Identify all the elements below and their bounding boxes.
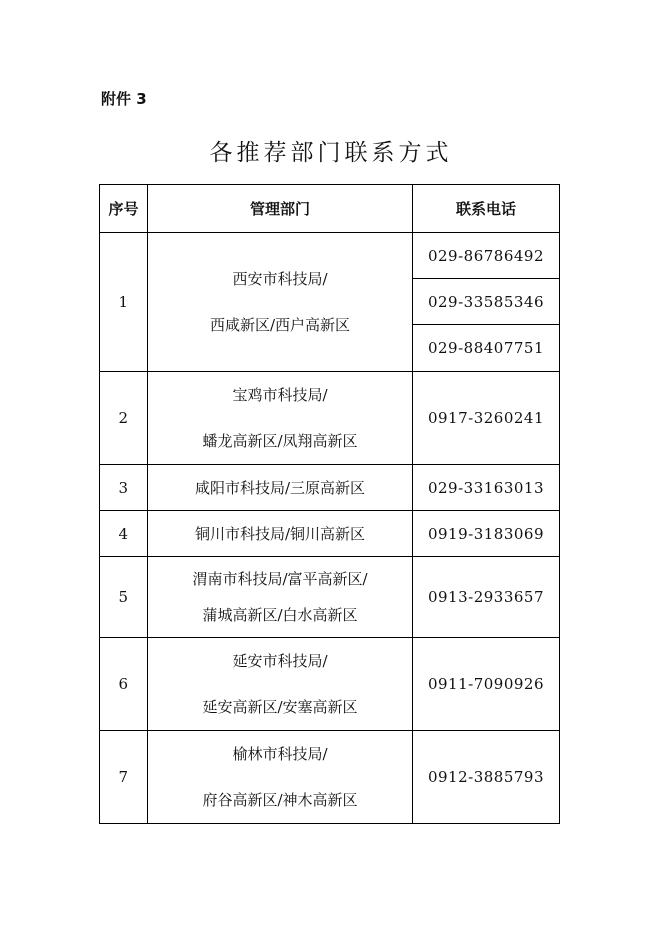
dept-line: 蒲城高新区/白水高新区 <box>202 606 358 624</box>
header-no: 序号 <box>100 185 148 233</box>
row-number: 2 <box>100 372 148 465</box>
phone-cell: 0912-3885793 <box>413 731 560 824</box>
phone-cell: 029-33585346 <box>413 279 560 325</box>
dept-cell <box>148 557 413 638</box>
dept-line: 渭南市科技局/富平高新区/ <box>192 570 368 588</box>
header-phone: 联系电话 <box>413 185 560 233</box>
dept-cell <box>148 511 413 557</box>
dept-line: 蟠龙高新区/凤翔高新区 <box>202 432 358 450</box>
table-row <box>100 731 560 824</box>
dept-line: 榆林市科技局/ <box>232 745 328 763</box>
dept-line: 铜川市科技局/铜川高新区 <box>194 525 366 543</box>
dept-line: 延安市科技局/ <box>232 652 328 670</box>
table-row <box>100 465 560 511</box>
phone-cell: 0919-3183069 <box>413 511 560 557</box>
dept-cell <box>148 465 413 511</box>
dept-line: 西安市科技局/ <box>232 270 328 288</box>
dept-cell <box>148 638 413 731</box>
header-dept: 管理部门 <box>148 185 413 233</box>
row-number: 5 <box>100 557 148 638</box>
phone-cell: 029-33163013 <box>413 465 560 511</box>
phone-cell: 029-88407751 <box>413 325 560 372</box>
contacts-table <box>99 184 560 824</box>
phone-cell: 029-86786492 <box>413 233 560 279</box>
dept-line: 府谷高新区/神木高新区 <box>202 791 358 809</box>
row-number: 4 <box>100 511 148 557</box>
phone-cell: 0917-3260241 <box>413 372 560 465</box>
dept-line: 延安高新区/安塞高新区 <box>202 698 358 716</box>
row-number: 3 <box>100 465 148 511</box>
phone-cell: 0913-2933657 <box>413 557 560 638</box>
dept-line: 咸阳市科技局/三原高新区 <box>194 479 366 497</box>
phone-cell: 0911-7090926 <box>413 638 560 731</box>
page-title: 各推荐部门联系方式 <box>209 140 453 166</box>
table-row <box>100 511 560 557</box>
table-row <box>100 638 560 731</box>
dept-cell <box>148 372 413 465</box>
dept-line: 西咸新区/西户高新区 <box>209 316 351 334</box>
dept-line: 宝鸡市科技局/ <box>232 386 328 404</box>
dept-cell <box>148 233 413 372</box>
row-number: 7 <box>100 731 148 824</box>
dept-cell <box>148 731 413 824</box>
row-number: 1 <box>100 233 148 372</box>
row-number: 6 <box>100 638 148 731</box>
table-row <box>100 372 560 465</box>
table-header-row <box>100 185 560 233</box>
attachment-label: 附件 3 <box>101 90 147 108</box>
table-row <box>100 557 560 638</box>
table-row <box>100 233 560 279</box>
